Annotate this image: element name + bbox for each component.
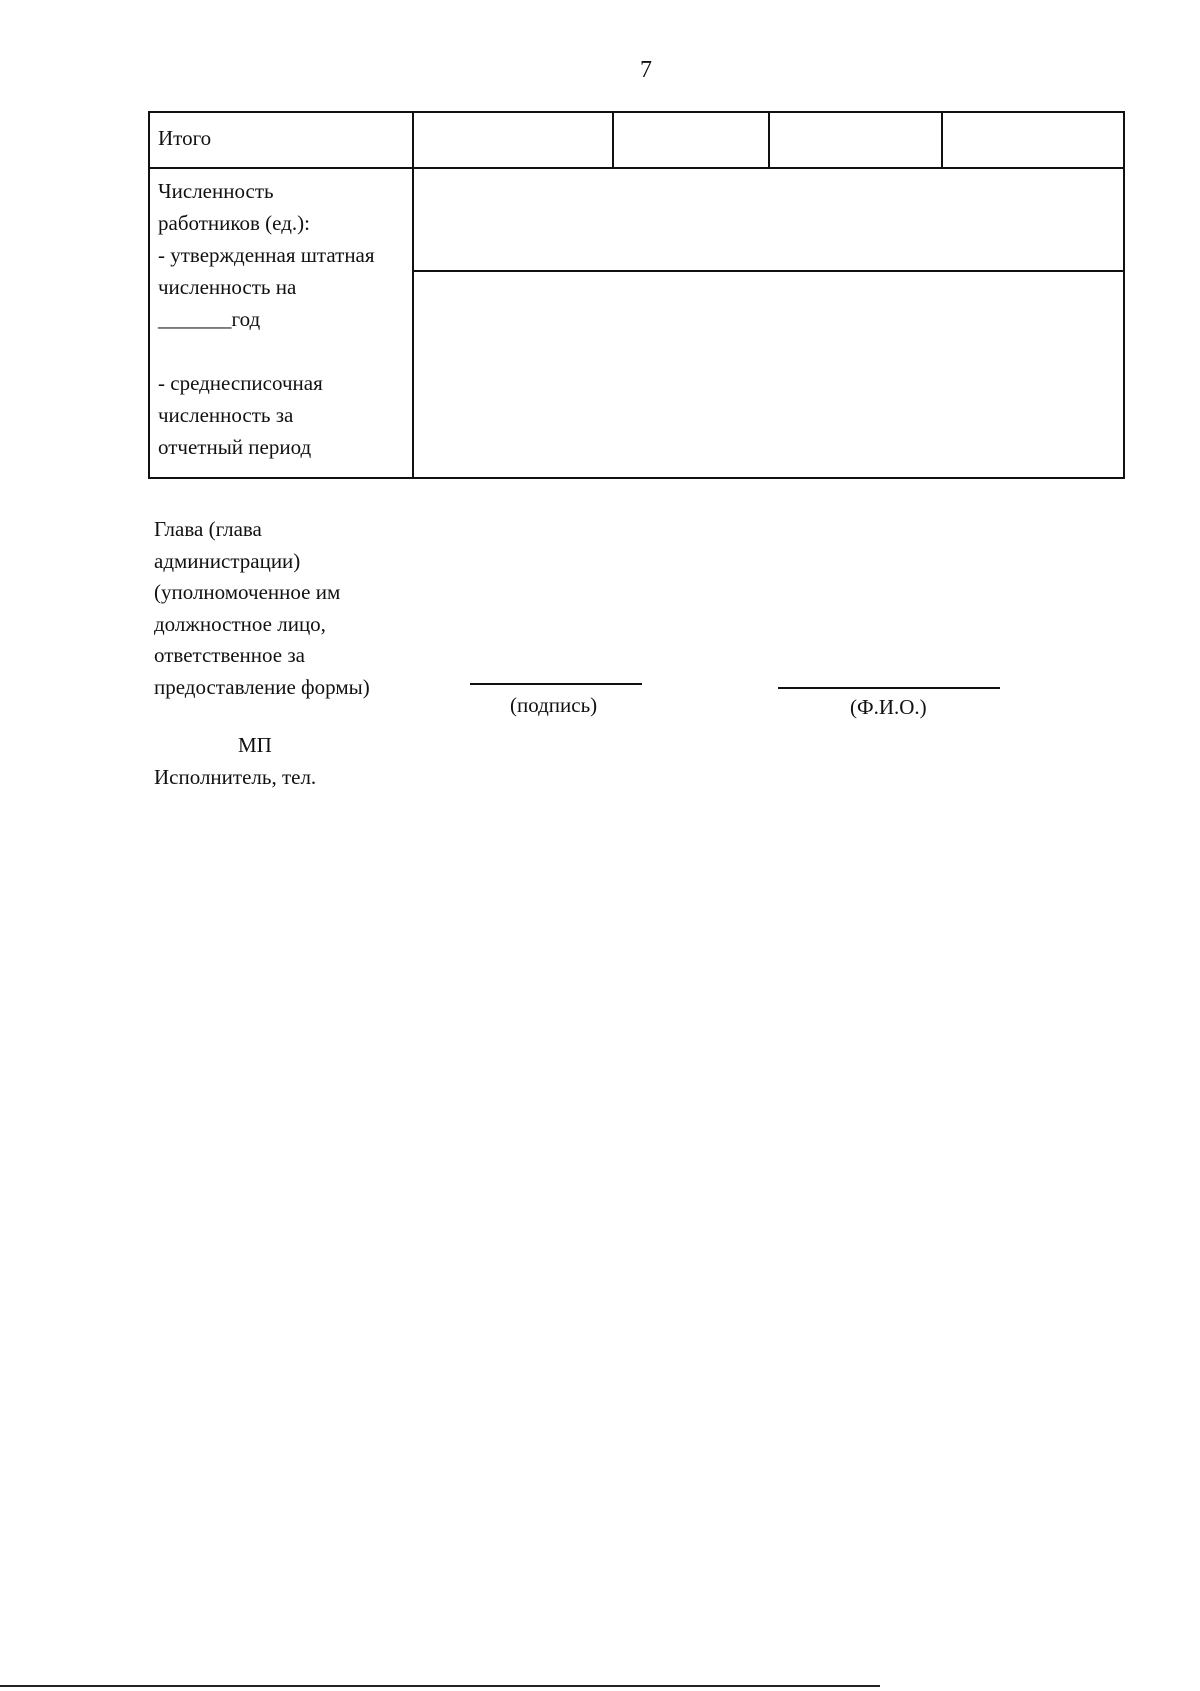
report-table (148, 111, 1125, 479)
table-total-col-divider (941, 111, 943, 167)
name-line (778, 687, 1000, 689)
contact-label: Исполнитель, тел. (154, 765, 317, 789)
name-caption: (Ф.И.О.) (850, 695, 927, 719)
official-title: Глава (глава администрации) (уполномоченное им должностное лицо, ответственное за предоставление формы) (154, 517, 370, 699)
footer-rule (0, 1685, 880, 1687)
row-total-label: Итого (158, 126, 212, 150)
row-staff-label: Численность работников (ед.): - утвержденная штатная численность на _______год - среднесписочная численность за отчетный период (158, 179, 375, 459)
table-total-col-divider (768, 111, 770, 167)
table-total-col-divider (612, 111, 614, 167)
signature-line (470, 683, 642, 685)
signature-caption: (подпись) (510, 693, 598, 717)
table-row-divider (148, 167, 1125, 169)
table-staff-subrow-divider (412, 270, 1125, 272)
stamp-label: МП (238, 733, 272, 757)
page-number: 7 (640, 57, 652, 83)
